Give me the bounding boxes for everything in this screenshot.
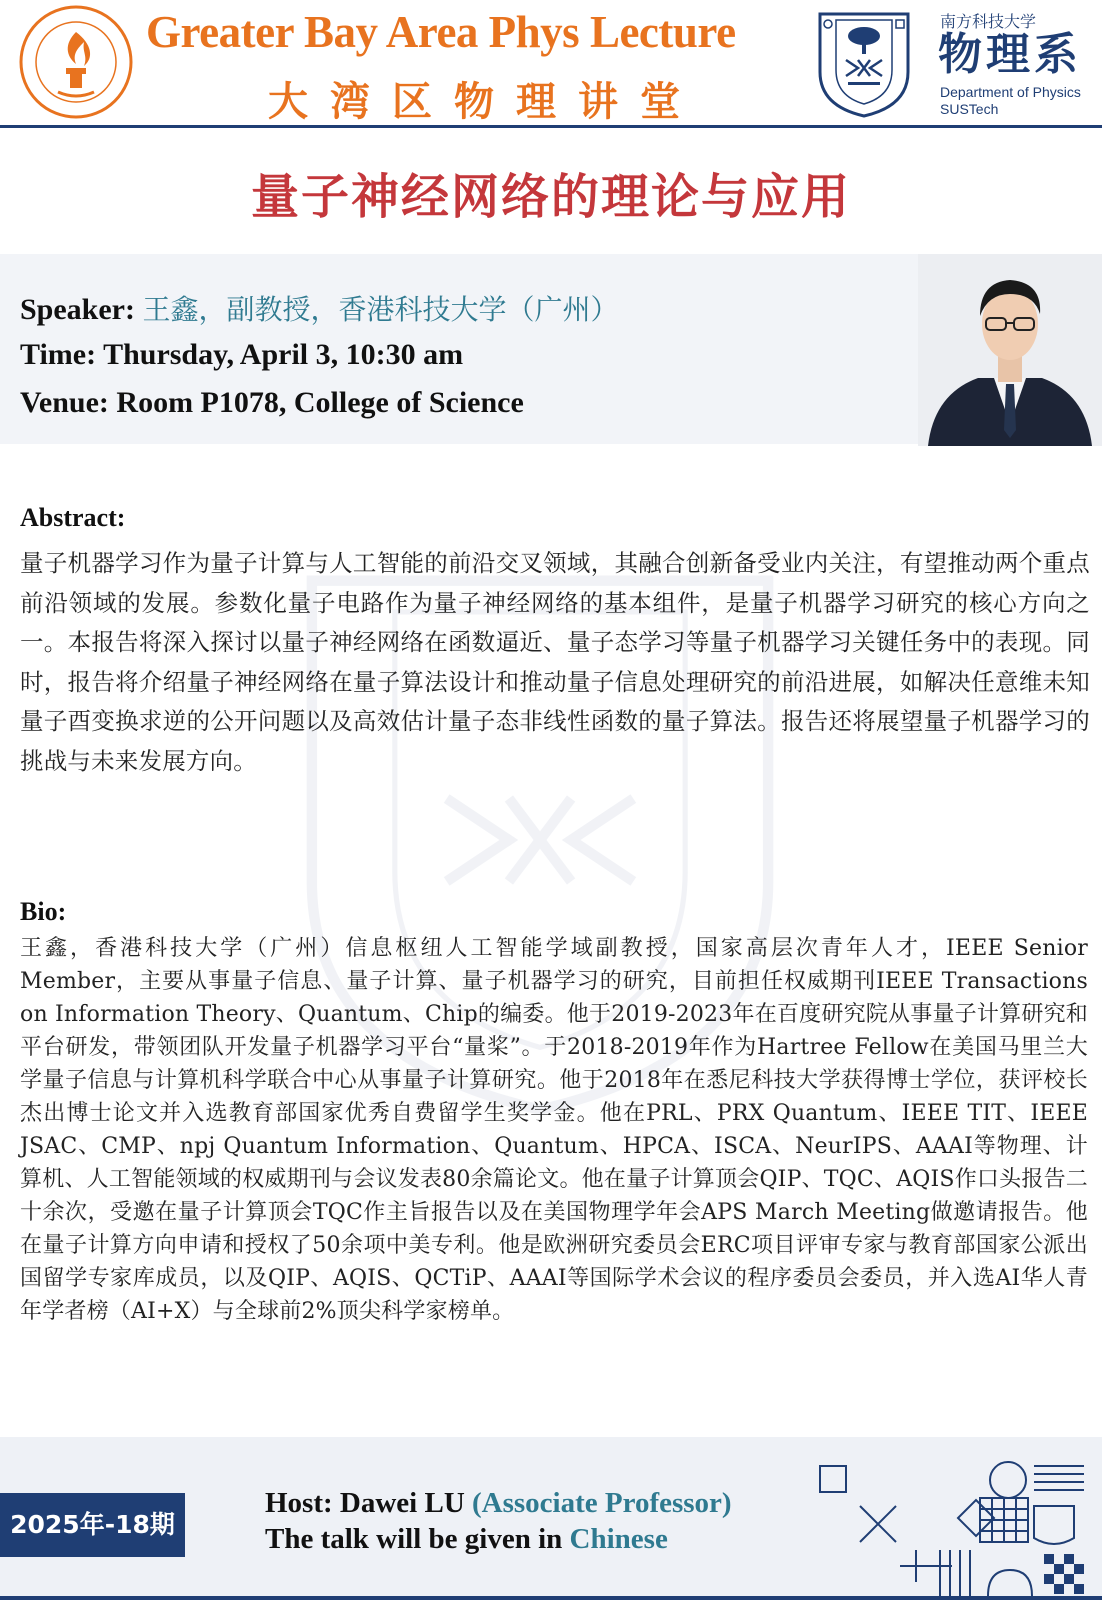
sustech-seal-logo	[14, 4, 138, 120]
time-label: Time:	[20, 338, 104, 371]
university-name-zh: 南方科技大学	[940, 12, 1037, 31]
time-line	[20, 338, 463, 372]
language-label: The talk will be given in	[265, 1523, 570, 1555]
series-title-zh: 大湾区物理讲堂	[268, 79, 702, 124]
department-name-en: Department of Physics	[940, 84, 1081, 100]
abstract-text: 量子机器学习作为量子计算与人工智能的前沿交叉领域，其融合创新备受业内关注，有望推动两个重点前沿领域的发展。参数化量子电路作为量子神经网络的基本组件，是量子机器学习研究的核心方向之一。本报告将深入探讨以量子神经网络在函数逼近、量子态学习等量子机器学习关键任务中的表现。同时，报告将介绍量子神经网络在量子算法设计和推动量子信息处理研究的前沿进展，如解决任意维未知量子酉变换求逆的公开问题以及高效估计量子态非线性函数的量子算法。报告还将展望量子机器学习的挑战与未来发展方向。	[20, 549, 1090, 775]
language-value: Chinese	[569, 1523, 668, 1555]
issue-badge: 2025年-18期	[0, 1493, 185, 1557]
speaker-line	[20, 288, 619, 328]
host-line	[265, 1487, 732, 1520]
talk-title: 量子神经网络的理论与应用	[250, 169, 851, 225]
bio-heading: Bio:	[20, 897, 67, 926]
footer-divider	[0, 1596, 1102, 1600]
geometric-decoration	[812, 1458, 1102, 1600]
time-value: Thursday, April 3, 10:30 am	[103, 338, 464, 371]
department-crest-logo	[814, 10, 914, 118]
venue-line	[20, 386, 524, 420]
language-line	[265, 1523, 668, 1556]
speaker-value: 王鑫，副教授，香港科技大学（广州）	[142, 293, 619, 326]
department-name-zh: 物理系	[938, 29, 1082, 80]
speaker-label: Speaker:	[20, 293, 143, 326]
bio-text: 王鑫，香港科技大学（广州）信息枢纽人工智能学域副教授，国家高层次青年人才，IEEE Senior Member，主要从事量子信息、量子计算、量子机器学习的研究，目前担任权威期刊IEEE Transactions on Information Theory、Quantum、Chip的编委。他于2019-2023年在百度研究院从事量子计算研究和平台研发，带领团队开发量子机器学习平台“量桨”。于2018-2019年作为Hartree Fellow在美国马里兰大学量子信息与计算机科学联合中心从事量子计算研究。他于2018年在悉尼科技大学获得博士学位，获评校长杰出博士论文并入选教育部国家优秀自费留学生奖学金。他在PRL、PRX Quantum、IEEE TIT、IEEE JSAC、CMP、npj Quantum Information、Quantum、HPCA、ISCA、NeurIPS、AAAI等物理、计算机、人工智能领域的权威期刊与会议发表80余篇论文。他在量子计算顶会QIP、TQC、AQIS作口头报告二十余次，受邀在量子计算顶会TQC作主旨报告以及在美国物理学年会APS March Meeting做邀请报告。他在量子计算方向申请和授权了50余项中美专利。他是欧洲研究委员会ERC项目评审专家与教育部国家公派出国留学专家库成员，以及QIP、AQIS、QCTiP、AAAI等国际学术会议的程序委员会委员，并入选AI华人青年学者榜（AI+X）与全球前2%顶尖科学家榜单。	[20, 936, 1088, 1324]
series-title-en: Greater Bay Area Phys Lecture	[146, 7, 736, 57]
department-name-en-sub: SUSTech	[940, 101, 999, 117]
host-label: Host: Dawei LU	[265, 1487, 473, 1519]
abstract-heading: Abstract:	[20, 503, 126, 532]
venue-value: Room P1078, College of Science	[116, 386, 524, 419]
venue-label: Venue:	[20, 386, 117, 419]
header-divider	[0, 125, 1102, 128]
host-title: (Associate Professor)	[472, 1487, 732, 1519]
speaker-photo	[918, 254, 1102, 446]
